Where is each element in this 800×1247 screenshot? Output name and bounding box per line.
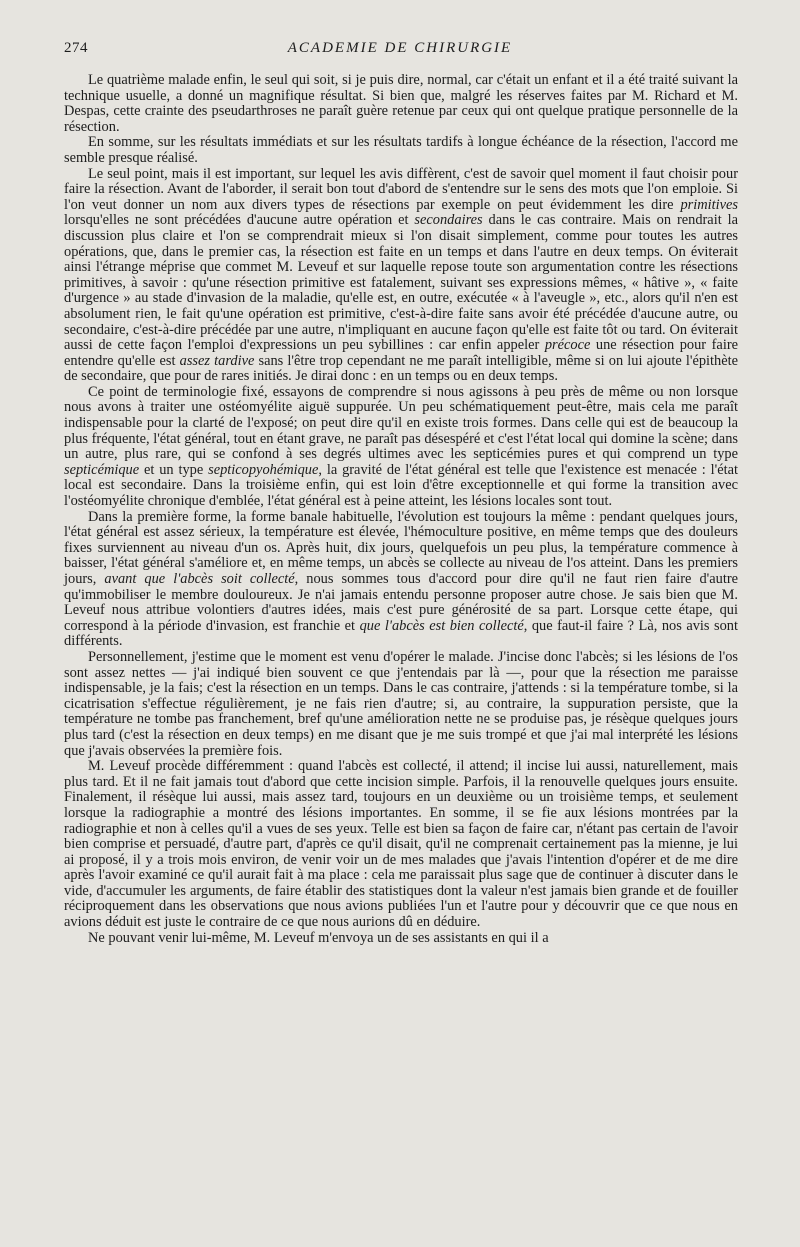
italic-text: avant que l'abcès soit collecté [104,571,295,587]
text-run: , nous sommes tous d'accord pour dire qu'il ne faut rien faire d'autre qu'immobiliser le membre douloureux. Je n'ai jamais entendu personne proposer autre chose. Je sais bien que M. Leveuf nous attribue volontiers d'autres idées, mais c'est pure générosité de sa part. Lorsque cette étape, qui correspond à la période d'invasion, est franchie et [64,571,738,634]
running-title: ACADEMIE DE CHIRURGIE [287,40,513,56]
italic-text: septicémique [64,461,140,478]
text-run: Ne pouvant venir lui-même, M. Leveuf m'envoya un de ses assistants en qui il a [88,929,549,946]
italic-text: que l'abcès est bien collecté [359,617,524,634]
italic-text: précoce [544,337,591,354]
text-run: une résection pour faire entendre qu'elle est [64,337,738,369]
text-run: et un type [139,461,209,478]
paragraph [64,510,738,650]
body-text [64,73,738,946]
text-run: M. Leveuf procède différemment : quand l'abcès est collecté, il attend; il incise lui aussi, naturellement, mais plus tard. Et il ne fait jamais tout d'abord que cette incision simple. Parfois, il la renouvelle quelques jours ensuite. Finalement, il résèque lui aussi, mais assez tard, toujours en un deuxième ou un troisième temps, et seulement lorsque la radiographie a montré des lésions importantes. En somme, il se fie aux lésions montrées par la radiographie et non à celles qu'il a vues de ses yeux. Telle est bien sa façon de faire car, n'étant pas certain de l'avoir bien comprise et persuadé, d'autre part, d'après ce qu'il disait, qu'il ne comprenait certainement pas la mienne, je lui ai proposé, il y a trois mois environ, de venir voir un de mes malades que j'avais l'intention d'opérer et de me dire après l'avoir examiné ce qu'il aurait fait à ma place : cela me paraissait plus sage que de continuer à discuter dans le vide, d'accumuler les arguments, de faire établir des statistiques dont la valeur n'est jamais bien grande et de fouiller réciproquement dans les observations que nous avions publiées l'un et l'autre pour y découvrir que ce que nous en avions déduit est juste le contraire de ce que nous aurions dû en déduire. [64,758,738,931]
paragraph [64,167,738,385]
paragraph [64,135,738,166]
text-run: Ce point de terminologie fixé, essayons de comprendre si nous agissons à peu près de même ou non lorsque nous avons à traiter une ostéomyélite aiguë suppurée. Un peu schématiquement peut-être, mais cela me paraît indispensable pour la clarté de l'exposé; on peut dire qu'il en existe trois formes. Dans celle qui est de beaucoup la plus fréquente, l'état général, tout en étant grave, ne paraît pas désespéré et c'est l'état local qui domine la scène; dans un autre, plus rare, qui se confond à ses degrés ultimes avec les septicémies pures et qui comprend un type [64,383,738,463]
paragraph [64,759,738,931]
page-number: 274 [64,40,88,56]
text-run: sans l'être trop cependant ne me paraît intelligible, même si on lui ajoute l'épithète de secondaire, que pour de rares initiés. Je dirai donc : en un temps ou en deux temps. [64,352,738,385]
text-run: , que faut-il faire ? Là, nos avis sont différents. [64,617,739,650]
italic-text: secondaires [414,212,483,229]
text-run: Le seul point, mais il est important, sur lequel les avis diffèrent, c'est de savoir quel moment il faut choisir pour faire la résection. Avant de l'aborder, il serait bon tout d'abord de s'entendre sur le sens des mots que l'on emploie. Si l'on veut donner un nom aux divers types de résections par exemple on peut évidemment les dire [64,165,738,213]
text-run: En somme, sur les résultats immédiats et sur les résultats tardifs à longue échéance de la résection, l'accord me semble presque réalisé. [64,134,738,166]
text-run: Dans la première forme, la forme banale habituelle, l'évolution est toujours la même : pendant quelques jours, l'état général est assez sérieux, la température est élevée, l'hémoculture positive, en même temps que des douleurs fixes surviennent au niveau d'un os. Après huit, dix jours, quelquefois un peu plus, la température commence à baisser, l'état général s'améliore et, en même temps, un abcès se collecte au niveau de l'os atteint. Dans les premiers jours, [64,508,738,587]
text-run: Personnellement, j'estime que le moment est venu d'opérer le malade. J'incise donc l'abcès; si les lésions de l'os sont assez nettes — j'ai indiqué bien souvent ce que j'entendais par là —, pour que la résection me paraisse indispensable, je la fais; c'est la résection en un temps. Dans le cas contraire, j'attends : si la température tombe, si la cicatrisation s'effectue régulièrement, je ne fais rien d'autre; si, au contraire, la suppuration persiste, que la température ne tombe pas franchement, bref qu'une amélioration nette ne se produise pas, je résèque quelques jours plus tard (c'est la résection en deux temps) en me disant que je me suis trompé et que j'ai mal interprété les lésions que j'avais observées la première fois. [64,648,738,759]
italic-text: septicopyohémique [208,461,319,478]
text-run: Le quatrième malade enfin, le seul qui soit, si je puis dire, normal, car c'était un enfant et il a été traité suivant la technique usuelle, a donné un magnifique résultat. Si bien que, malgré les réserves faites par M. Richard et M. Despas, cette crainte des pseudarthroses ne paraît guère retenue par ceux qui ont quelque pratique personnelle de la résection. [64,72,738,135]
text-run: dans le cas contraire. Mais on rendrait la discussion plus claire et l'on se comprendrait mieux si l'on disait simplement, comme pour toutes les autres opérations, que, dans le premier cas, la résection est faite en un temps et dans l'autre en deux temps. On éviterait ainsi l'étrange méprise que commet M. Leveuf et sur laquelle repose toute son argumentation contre les résections primitives, à savoir : qu'une résection primitive est fatalement, suivant ses expressions mêmes, « hâtive », « faite d'urgence » au stade d'invasion de la maladie, qu'elle est, en outre, exécutée « à l'aveugle », etc., alors qu'il n'en est absolument rien, le fait qu'une opération est primitive, c'est-à-dire faite sans avoir été précédée d'aucune autre, ou secondaire, c'est-à-dire précédée par une autre, n'impliquant en aucune façon qu'elle est faite tôt ou tard. On éviterait aussi de cette façon l'emploi d'expressions un peu sybillines : car enfin appeler [64,212,738,354]
paragraph [64,931,738,947]
italic-text: assez tardive [179,352,255,369]
text-run: lorsqu'elles ne sont précédées d'aucune autre opération et [64,212,415,229]
paragraph [64,650,738,759]
paragraph [64,73,738,135]
italic-text: primitives [680,196,738,213]
page-header [64,40,736,60]
paragraph [64,385,738,510]
text-run: , la gravité de l'état général est telle que l'existence est menacée : l'état local est secondaire. Dans la troisième enfin, qui est loin d'être exceptionnelle et qui forme la transition avec l'ostéomyélite chronique d'emblée, l'état général est à peine atteint, les lésions locales sont tout. [64,461,739,510]
